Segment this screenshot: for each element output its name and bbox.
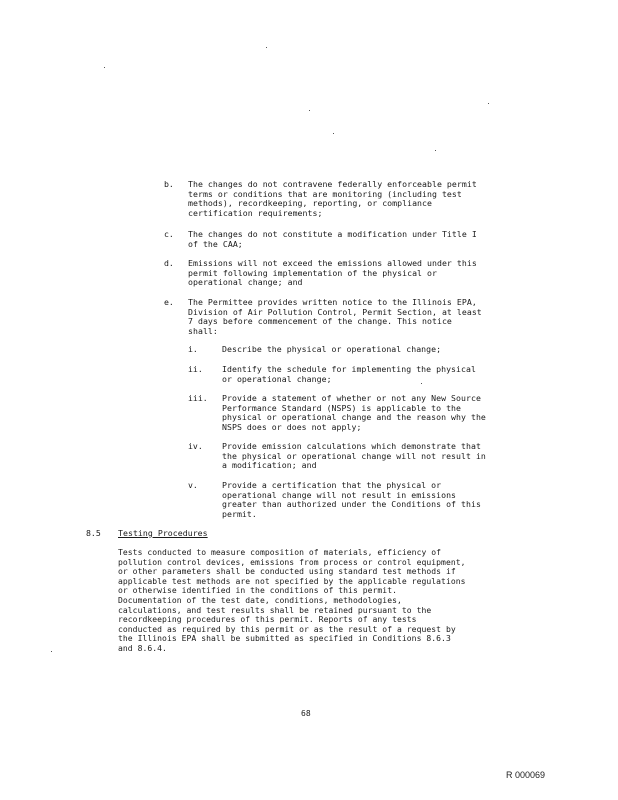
text-line: permit.	[222, 508, 257, 519]
text-line: Documentation of the test date, conditions, methodologies,	[118, 595, 402, 605]
text-line: Provide emission calculations which demonstrate that	[222, 441, 481, 451]
scan-speck	[488, 103, 489, 104]
text-line: Performance Standard (NSPS) is applicable to the	[222, 402, 462, 413]
text-line: operational change; and	[188, 277, 303, 288]
text-line: or operational change;	[222, 373, 332, 384]
text-line: physical or operational change and the reason why the	[222, 412, 486, 423]
text-line: and 8.6.4.	[118, 643, 167, 653]
sub-ii-marker: ii.	[188, 364, 203, 374]
text-line: or other parameters shall be conducted using standard test methods if	[118, 567, 456, 577]
section-number: 8.5	[86, 528, 101, 538]
text-line: methods), recordkeeping, reporting, or compliance	[188, 198, 432, 209]
sub-i-text	[222, 345, 441, 355]
scan-speck	[309, 110, 310, 111]
text-line: the Illinois EPA shall be submitted as specified in Conditions 8.6.3	[118, 634, 451, 644]
text-line: Emissions will not exceed the emissions allowed under this	[188, 258, 477, 268]
section-body	[118, 548, 466, 654]
scan-speck	[435, 150, 436, 151]
item-e-marker: e.	[164, 297, 174, 307]
text-line: Division of Air Pollution Control, Permit Section, at least	[188, 306, 482, 317]
text-line: The changes do not constitute a modification under Title I	[188, 229, 477, 239]
section-heading-text: Testing Procedures	[118, 528, 208, 538]
scan-speck	[51, 651, 52, 652]
text-line: applicable test methods are not specified by the applicable regulations	[118, 576, 466, 586]
text-line: pollution control devices, emissions from process or control equipment,	[118, 557, 466, 567]
text-line: Provide a statement of whether or not any New Source	[222, 393, 481, 403]
text-line: shall:	[188, 325, 218, 336]
item-c-text	[188, 230, 477, 249]
item-c-marker: c.	[164, 229, 174, 239]
sub-iii-text	[222, 394, 486, 432]
sub-iv-marker: iv.	[188, 441, 203, 451]
sub-i-marker: i.	[188, 344, 198, 354]
section-heading	[118, 529, 208, 539]
text-line: a modification; and	[222, 460, 317, 471]
text-line: recordkeeping procedures of this permit. Reports of any tests	[118, 615, 417, 625]
sub-iv-text	[222, 442, 486, 471]
item-d-marker: d.	[164, 258, 174, 268]
text-line: Tests conducted to measure composition of materials, efficiency of	[118, 548, 442, 557]
text-line: Identify the schedule for implementing the physical	[222, 364, 476, 374]
item-d-text	[188, 259, 477, 288]
scan-speck	[104, 67, 105, 68]
sub-ii-text	[222, 365, 476, 384]
text-line: permit following implementation of the physical or	[188, 267, 437, 278]
item-e-text	[188, 298, 482, 336]
text-line: conducted as required by this permit or as the result of a request by	[118, 624, 456, 634]
text-line: or otherwise identified in the conditions of this permit.	[118, 586, 397, 596]
item-b-text	[188, 180, 477, 218]
page-number: 68	[301, 709, 311, 718]
scan-speck	[266, 47, 267, 48]
bates-number: R 000069	[506, 770, 546, 780]
text-line: greater than authorized under the Conditions of this	[222, 499, 481, 510]
text-line: The changes do not contravene federally enforceable permit	[188, 179, 477, 189]
sub-v-text	[222, 481, 481, 519]
text-line: The Permittee provides written notice to the Illinois EPA,	[188, 297, 477, 307]
text-line: calculations, and test results shall be retained pursuant to the	[118, 605, 432, 615]
scan-speck	[333, 133, 334, 134]
text-line: 7 days before commencement of the change. This notice	[188, 316, 452, 327]
text-line: the physical or operational change will not result in	[222, 450, 486, 461]
text-line: certification requirements;	[188, 207, 323, 218]
item-b-marker: b.	[164, 179, 174, 189]
sub-iii-marker: iii.	[188, 393, 208, 403]
text-line: NSPS does or does not apply;	[222, 421, 362, 432]
text-line: terms or conditions that are monitoring (including test	[188, 188, 462, 199]
text-line: Provide a certification that the physical or	[222, 480, 442, 490]
text-line: operational change will not result in emissions	[222, 489, 457, 500]
text-line: Describe the physical or operational change;	[222, 344, 442, 354]
sub-v-marker: v.	[188, 480, 198, 490]
text-line: of the CAA;	[188, 238, 243, 249]
